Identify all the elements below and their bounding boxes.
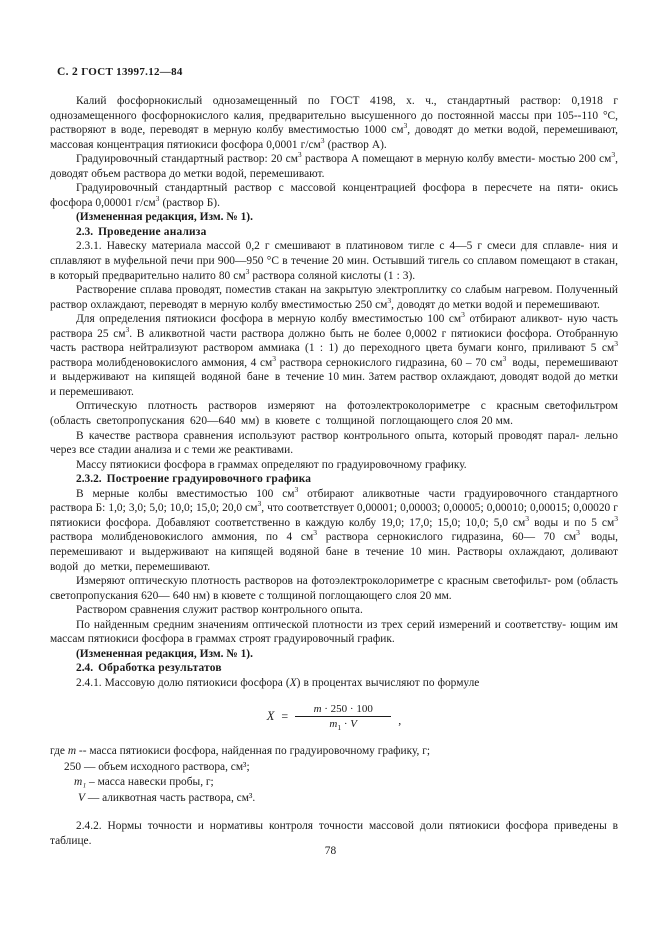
- text-line: , доводят объем раствора до метки водой, перемешивают.: [50, 153, 618, 180]
- text-line: однозамещенного фосфорнокислого калия, предварительно высушенного до постоянной массы: [50, 109, 530, 122]
- definition-symbol: m: [67, 745, 77, 758]
- section-heading-2-3: [50, 225, 618, 240]
- text-line: раствора сернокислого гидразина, 60— 70 см: [317, 531, 577, 544]
- section-heading-2-3-2: [50, 472, 618, 487]
- text-line: 4 см: [286, 531, 314, 544]
- text-line: Оптическую плотность растворов измеряют на фотоэлектроколориметре с красным: [76, 400, 539, 413]
- amendment-note: (Измененная редакция, Изм. № 1).: [76, 647, 253, 660]
- paragraph-2-4-2-accuracy-norms: [50, 819, 618, 848]
- definition-symbol: m₁: [74, 776, 87, 789]
- paragraph-measure-optical-density: [50, 574, 618, 603]
- text-line: лельно через все стадии анализа и с теми же реактивами.: [50, 429, 618, 457]
- paragraph-2-3-1-sample-fusion: [50, 239, 618, 283]
- text-line: Измеряют оптическую плотность растворов на фотоэлектроколориметре с красным светофильт-: [76, 575, 552, 588]
- denominator-variable-v: V: [350, 718, 358, 731]
- superscript-cubed: 3: [576, 528, 580, 538]
- text-line: (раствор А).: [324, 138, 387, 151]
- paragraph-calibration-graph-construction: [50, 484, 618, 574]
- text-line: при 105--110 °С, растворяют в воде, переводят в мерную колбу вместимостью 1000 см: [50, 109, 618, 137]
- text-line: воды, перемешивают и выдерживают на: [50, 531, 618, 558]
- text-line: водой и перемешивают.: [484, 298, 600, 311]
- definition-text: аликвотная часть раствора, см³.: [102, 791, 256, 804]
- page-header-standard: ГОСТ 13997.12—84: [81, 66, 183, 78]
- text-line: приведены в таблице.: [50, 820, 618, 847]
- text-line: метки водой, перемешивают, массовая концентрация пятиокиси фосфора 0,0001 г/см: [50, 124, 618, 151]
- definition-text: масса пятиокиси фосфора, найденная по градуировочному графику, г;: [89, 745, 431, 758]
- formula-lhs: X: [266, 709, 275, 724]
- paragraph-mass-from-graph: Массу пятиокиси фосфора в граммах определяют по градуировочному графику.: [76, 458, 467, 471]
- paragraph-2-4-1-formula-intro: [50, 676, 618, 691]
- text-line: раствора сернокислого: [276, 356, 392, 369]
- formula-trailing-comma: ,: [398, 713, 402, 728]
- formula-denominator: [323, 717, 363, 733]
- text-line: ром (область светопропускания 620— 640 нм) в кювете с толщиной поглощающего слоя 20 мм.: [50, 575, 618, 602]
- superscript-cubed: 3: [294, 484, 299, 494]
- definition-dash: —: [84, 791, 103, 804]
- paragraph-potassium-reagent: [50, 94, 618, 152]
- text-line: Калий фосфорнокислый однозамещенный по ГОСТ 4198, х. ч., стандартный раствор: 0,1918 г: [76, 95, 618, 107]
- text-line: бумаги конго, приливают 5 см: [457, 342, 615, 355]
- text-line: В мерные колбы вместимостью 100 см: [76, 487, 295, 500]
- formula-expression: [266, 703, 402, 733]
- paragraph-reference-solution: [50, 429, 618, 458]
- text-line: ющим им массам пятиокиси фосфора в граммах строят градуировочный график.: [50, 618, 619, 646]
- text-line: окись фосфора 0,00001 г/см: [50, 182, 618, 209]
- text-line: светофильтром (область светопропускания 620—640 мм) в кювете с толщиной поглощающего: [50, 400, 618, 428]
- superscript-cubed: 3: [461, 310, 465, 320]
- text-line: перемешивают.: [135, 560, 211, 573]
- superscript-cubed: 3: [257, 499, 262, 509]
- variable-x: X: [289, 676, 297, 689]
- text-line: воды, перемешивают и выдерживают на кипящей водяной бане в течение: [50, 356, 618, 384]
- definition-symbol: 250: [64, 760, 82, 773]
- denominator-variable-m: m: [329, 718, 338, 731]
- superscript-cubed: 3: [614, 339, 618, 349]
- definition-symbol: V: [78, 791, 85, 804]
- text-line: отбирают аликвотные части градуировочного: [298, 487, 547, 500]
- page-header-page-label: С. 2: [57, 66, 79, 78]
- paragraph-optical-density-measurement: [50, 399, 618, 428]
- text-line: воды и по 5 см: [529, 516, 615, 529]
- text-line: Градуировочный стандартный раствор: 20 см: [76, 153, 298, 166]
- superscript-cubed: 3: [320, 135, 325, 145]
- text-line: отбирают аликвот-: [464, 313, 563, 326]
- text-line: раствора молибденовокислого аммония, по: [50, 531, 278, 544]
- paragraph-aliquot-procedure: [50, 312, 618, 399]
- superscript-cubed: 3: [525, 514, 530, 524]
- text-line: гидразина, 60 – 70 см: [395, 356, 503, 369]
- text-line: колбу 19,0; 17,0; 15,0; 10,0; 5,0 см: [348, 516, 526, 529]
- formula-numerator: [308, 703, 379, 716]
- denominator-operator: ·: [341, 718, 351, 731]
- text-line: Для определения пятиокиси фосфора в мерную колбу вместимостью 100 см: [76, 313, 462, 326]
- definition-text: масса навески пробы, г;: [97, 776, 214, 789]
- text-line: 0,00005; 0,00010; 0,00015; 0,00020 г пятиокиси фосфора. Добавляют соответственно в каждую: [50, 502, 618, 529]
- definition-row: [50, 760, 618, 775]
- text-line: мостью 200 см: [538, 153, 612, 166]
- text-line: кипящей водяной бане в течение 10 мин. Растворы охлаждают, доливают водой до метки,: [50, 545, 618, 573]
- section-number: 2.4.: [76, 662, 94, 675]
- text-line: 10 мин. Затем раствор охлаждают, доводят водой до метки и перемешивают.: [50, 371, 618, 398]
- formula-mass-fraction: [50, 703, 618, 733]
- superscript-cubed: 3: [125, 324, 130, 334]
- text-line: раствора молибденовокислого аммония, 4 см: [50, 356, 273, 369]
- text-line: 2.4.1. Массовую долю пятиокиси фосфора (: [76, 676, 290, 689]
- paragraph-solution-b: [50, 181, 618, 210]
- text-line: Полученный раствор охлаждают, переводят в мерную колбу вместимостью 250 см: [50, 284, 618, 311]
- superscript-cubed: 3: [245, 266, 250, 276]
- superscript-cubed: 3: [611, 150, 616, 160]
- section-number: 2.3.2.: [76, 473, 102, 486]
- formula-fraction: [295, 703, 391, 733]
- formula-definitions: [50, 744, 618, 806]
- text-line: В качестве раствора сравнения используют раствор контрольного опыта, который проводят парал-: [76, 429, 580, 442]
- section-title: Обработка результатов: [98, 662, 222, 675]
- definition-row: [50, 775, 618, 790]
- paragraph-build-graph: [50, 618, 618, 647]
- text-line: (раствор Б).: [159, 196, 220, 209]
- text-line: 2.3.1. Навеску материала массой 0,2 г смешивают в платиновом тигле с 4—5 г смеси для сплавле-: [76, 240, 585, 253]
- section-number: 2.3.: [76, 225, 94, 238]
- definition-prefix: где: [50, 745, 68, 758]
- definition-row: [50, 744, 618, 759]
- formula-equals-sign: =: [281, 709, 289, 724]
- section-title: Проведение анализа: [98, 225, 207, 238]
- text-line: стандартного раствора Б: 1,0; 3,0; 5,0; 10,0; 15,0; 20,0 см: [50, 487, 618, 515]
- superscript-cubed: 3: [614, 514, 618, 524]
- text-line: раствора соляной кислоты (1 : 3).: [249, 269, 416, 282]
- text-line: 2.4.2. Нормы точности и нормативы контроля точности массовой доли пятиокиси фосфора: [76, 820, 549, 833]
- definition-dash: –: [86, 776, 98, 789]
- definition-row: [50, 791, 618, 806]
- superscript-cubed: 3: [387, 295, 392, 305]
- page-header: [57, 66, 183, 78]
- section-heading-2-4: [50, 661, 618, 676]
- superscript-cubed: 3: [155, 194, 160, 204]
- amendment-note: (Измененная редакция, Изм. № 1).: [76, 211, 253, 224]
- text-line: По найденным средним значениям оптической плотности из трех серий измерений и соответству-: [76, 618, 567, 631]
- document-body: [50, 94, 618, 848]
- page-number: 78: [324, 845, 337, 857]
- text-line: ную часть раствора 25 см: [50, 313, 618, 340]
- definition-dash: —: [81, 760, 99, 773]
- paragraph-calibration-standard-solution: [50, 152, 618, 181]
- superscript-cubed: 3: [403, 121, 408, 131]
- section-title: Построение градуировочного графика: [106, 473, 312, 486]
- text-line: ния и сплавляют в муфельной печи при 900—950 °С в течение 20 мин. Остывший тигель со сплавом: [50, 240, 618, 268]
- superscript-cubed: 3: [502, 354, 507, 364]
- text-line: фосфора. Отобранную часть раствора нейтрализуют раствором аммиака (1 : 1) до переходного цвета: [50, 327, 619, 355]
- paragraph-dissolution: [50, 283, 618, 312]
- text-line: раствора А помещают в мерную колбу вмести-: [301, 153, 536, 166]
- text-line: Градуировочный стандартный раствор с массовой концентрацией фосфора в пересчете на пяти-: [76, 182, 584, 195]
- superscript-cubed: 3: [272, 354, 277, 364]
- denominator-subscript: 1: [337, 723, 342, 733]
- paragraph-comparison-solution: Раствором сравнения служит раствор контрольного опыта.: [76, 604, 363, 617]
- numerator-rest: · 250 · 100: [321, 703, 373, 716]
- numerator-variable: m: [313, 703, 322, 716]
- definition-text: объем исходного раствора, см³;: [98, 760, 250, 773]
- definition-dash: --: [76, 745, 90, 758]
- superscript-cubed: 3: [313, 528, 317, 538]
- text-line: слоя 20 мм.: [456, 415, 513, 428]
- text-line: помещают в стакан, в который предварительно налито 80 см: [50, 255, 618, 282]
- text-line: , доводят до метки: [391, 298, 482, 311]
- text-line: Растворение сплава проводят, поместив стакан на закрытую электроплитку со слабым нагревом.: [76, 284, 553, 297]
- text-line: , доводят до: [407, 124, 470, 137]
- superscript-cubed: 3: [297, 150, 302, 160]
- text-line: . В аликвотной части раствора должно быть не более 0,0002 г пятиокиси: [129, 327, 502, 340]
- text-line: , что соответствует 0,00001; 0,00003;: [261, 502, 441, 515]
- text-line: ) в процентах вычисляют по формуле: [296, 676, 480, 689]
